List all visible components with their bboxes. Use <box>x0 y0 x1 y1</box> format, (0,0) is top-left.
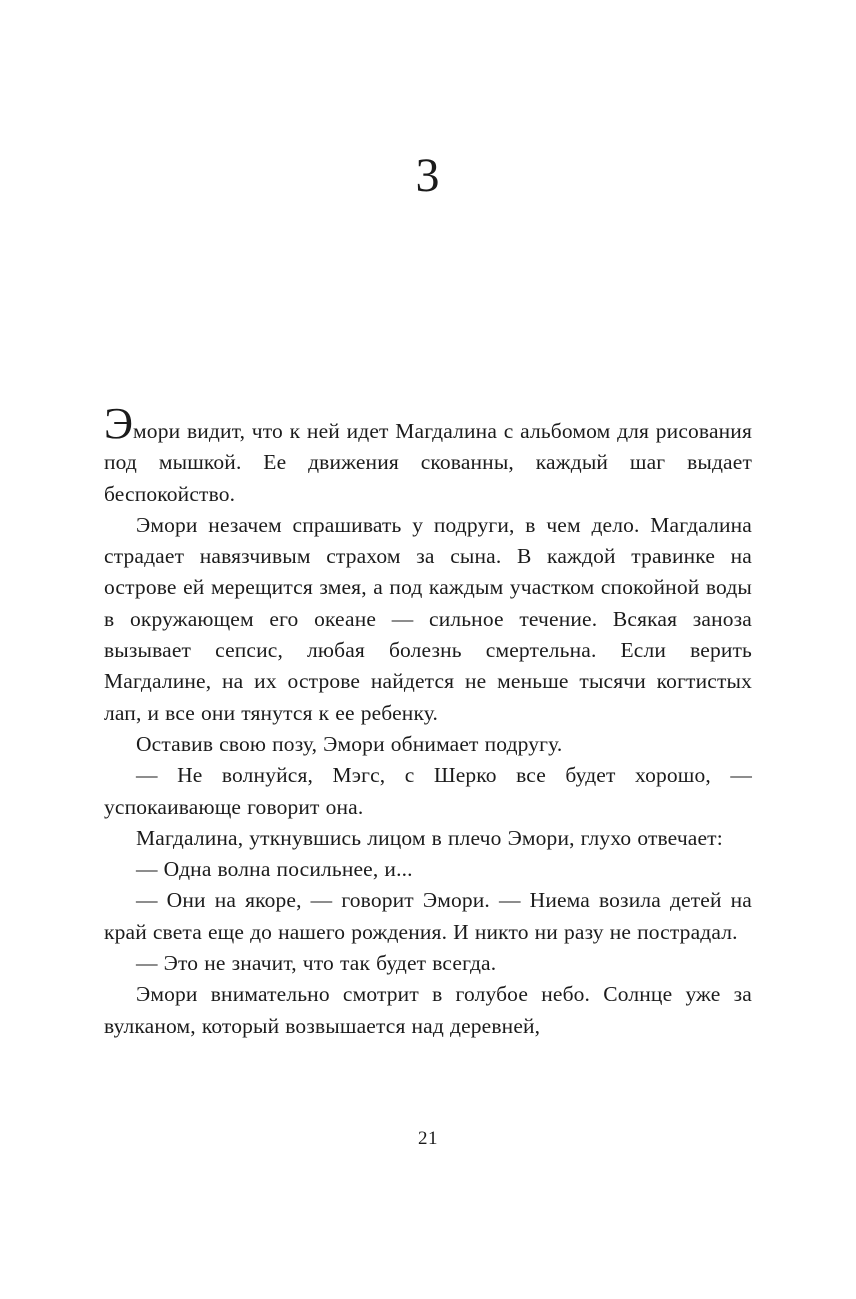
paragraph-dialogue: — Не волнуйся, Мэгс, с Шерко все будет хорошо, — успокаивающе говорит она. <box>104 763 752 819</box>
paragraph-dialogue: — Это не значит, что так будет всегда. <box>136 951 497 976</box>
page-number: 21 <box>418 1128 438 1149</box>
paragraph: Магдалина, уткнувшись лицом в плечо Эмори, глухо отвечает: <box>136 825 723 850</box>
paragraph: Эмори незачем спрашивать у подруги, в чем дело. Магдалина страдает навязчивым страхом за сына. В каждой травинке на острове ей мерещится змея, а под каждым участком спокойной воды в окружающем его океане — сильное течение. Всякая заноза вызывает сепсис, любая болезнь смертельна. Если верить Магдалине, на их острове найдется не меньше тысячи когтистых лап, и все они тянутся к ее ребенку. <box>104 512 752 725</box>
paragraph: Оставив свою позу, Эмори обнимает подругу. <box>136 731 563 756</box>
initial-capital: Э <box>104 399 134 448</box>
paragraph: Эмори внимательно смотрит в голубое небо. Солнце уже за вулканом, который возвышается над деревней, <box>104 982 752 1038</box>
chapter-number: 3 <box>415 149 441 202</box>
paragraph-text: мори видит, что к ней идет Магдалина с альбомом для рисования под мышкой. Ее движения скованны, каждый шаг выдает беспокойство. <box>104 419 752 506</box>
paragraph <box>104 399 752 510</box>
text-block <box>104 399 752 1042</box>
paragraph-dialogue: — Они на якоре, — говорит Эмори. — Ниема возила детей на край света еще до нашего рождения. И никто ни разу не пострадал. <box>104 888 752 944</box>
paragraph-dialogue: — Одна волна посильнее, и... <box>136 857 413 882</box>
